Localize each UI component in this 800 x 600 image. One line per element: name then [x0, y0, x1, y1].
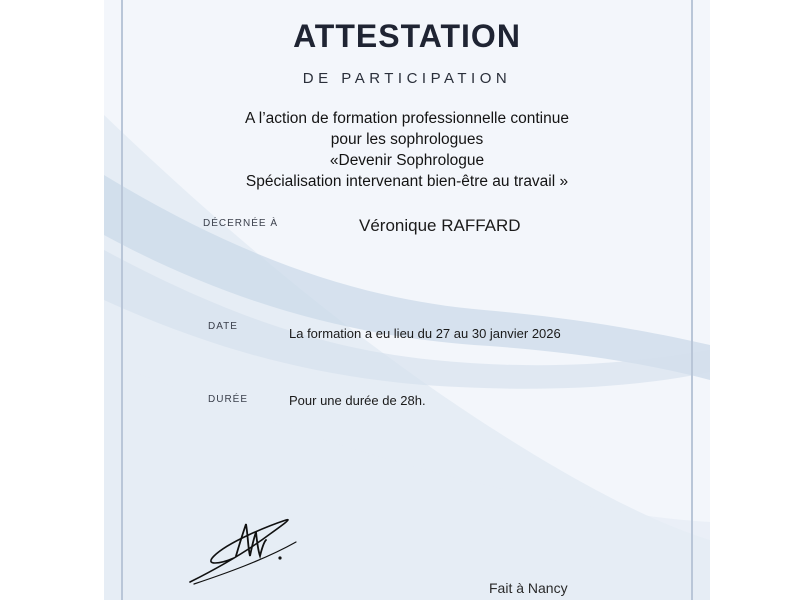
- date-label: DATE: [208, 321, 238, 332]
- recipient-name: Véronique RAFFARD: [359, 216, 521, 235]
- duration-label: DURÉE: [208, 394, 249, 405]
- certificate-subtitle: DE PARTICIPATION: [302, 70, 512, 87]
- decorative-waves: [104, 0, 710, 600]
- duration-value: Pour une durée de 28h.: [289, 393, 426, 408]
- frame-line-left: [121, 0, 123, 600]
- place-of-issue: Fait à Nancy: [489, 580, 568, 596]
- training-description-line: «Devenir Sophrologue: [329, 152, 485, 169]
- awarded-label: DÉCERNÉE À: [203, 218, 279, 229]
- date-value: La formation a eu lieu du 27 au 30 janvier 2026: [289, 326, 561, 341]
- training-description-line: pour les sophrologues: [330, 131, 484, 148]
- training-description-line: Spécialisation intervenant bien-être au travail »: [245, 173, 569, 190]
- certificate-page: [104, 0, 710, 600]
- handwritten-signature-icon: [184, 512, 304, 592]
- training-description: [104, 108, 710, 192]
- training-description-line: A l’action de formation professionnelle continue: [245, 110, 569, 127]
- frame-line-right: [691, 0, 693, 600]
- certificate-title: ATTESTATION: [293, 18, 521, 54]
